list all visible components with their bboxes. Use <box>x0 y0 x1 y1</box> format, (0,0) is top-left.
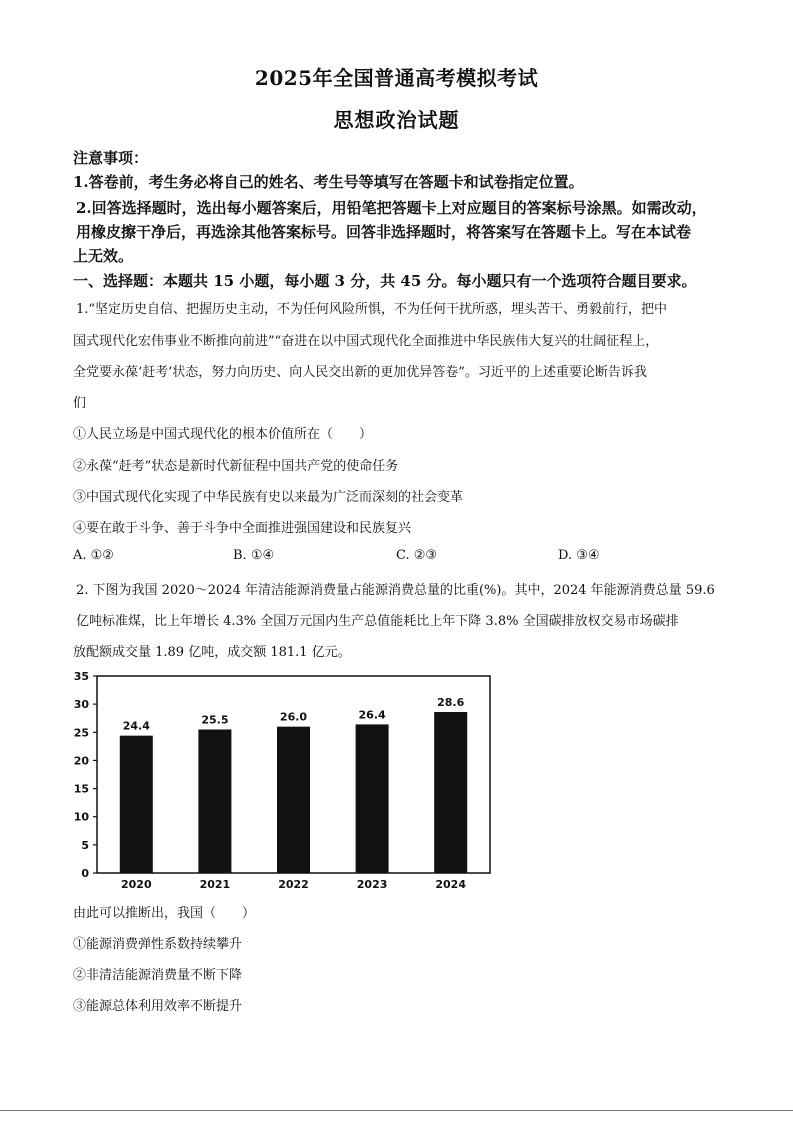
q1-stem-line-2: 国式现代化宏伟事业不断推向前进”“奋进在以中国式现代化全面推进中华民族伟大复兴的壮阔征程上， <box>73 334 659 349</box>
q2-item-1: ①能源消费弹性系数持续攀升 <box>73 937 243 952</box>
clean-energy-share-bar-chart <box>65 664 495 892</box>
bar-value-label: 28.6 <box>437 696 465 710</box>
q1-option-c: C. ②③ <box>396 548 438 563</box>
y-tick-label: 5 <box>81 838 89 852</box>
notice-item-1: 1.答卷前，考生务必将自己的姓名、考生号等填写在答题卡和试卷指定位置。 <box>73 173 584 191</box>
q2-stem-line-3: 放配额成交量 1.89 亿吨，成交额 181.1 亿元。 <box>73 645 351 660</box>
notice-item-2-line-1: 2.回答选择题时，选出每小题答案后，用铅笔把答题卡上对应题目的答案标号涂黑。如需改动， <box>76 199 707 217</box>
q2-item-3: ③能源总体利用效率不断提升 <box>73 999 243 1014</box>
bar-value-label: 25.5 <box>201 713 229 727</box>
y-tick-label: 35 <box>73 670 89 683</box>
q1-item-1: ①人民立场是中国式现代化的根本价值所在（ ） <box>73 427 373 442</box>
q1-option-b: B. ①④ <box>233 548 275 563</box>
y-tick-label: 20 <box>73 754 89 768</box>
notice-heading: 注意事项： <box>73 149 149 167</box>
q1-option-d: D. ③④ <box>558 548 600 563</box>
exam-title: 2025年全国普通高考模拟考试 <box>254 66 539 90</box>
y-tick-label: 30 <box>73 698 89 712</box>
q1-item-3: ③中国式现代化实现了中华民族有史以来最为广泛而深刻的社会变革 <box>73 490 464 505</box>
page-bottom-rule <box>0 1110 793 1111</box>
y-tick-label: 15 <box>73 782 89 796</box>
y-tick-label: 25 <box>73 726 89 740</box>
q2-item-2: ②非清洁能源消费量不断下降 <box>73 968 243 983</box>
x-category-label: 2024 <box>435 878 467 891</box>
bar-2020 <box>120 736 153 873</box>
x-category-label: 2022 <box>278 878 309 891</box>
bar-2022 <box>277 727 310 873</box>
bar-value-label: 26.4 <box>358 708 386 722</box>
q1-stem-line-3: 全党要永葆‘赶考’状态，努力向历史、向人民交出新的更加优异答卷”。习近平的上述重要论断告诉我 <box>73 365 647 380</box>
x-category-label: 2021 <box>199 878 231 891</box>
bar-2024 <box>434 712 467 873</box>
q1-item-4: ④要在敢于斗争、善于斗争中全面推进强国建设和民族复兴 <box>73 521 412 536</box>
exam-subtitle: 思想政治试题 <box>333 108 460 132</box>
notice-item-2-line-2: 用橡皮擦干净后，再选涂其他答案标号。回答非选择题时，将答案写在答题卡上。写在本试卷 <box>76 223 692 241</box>
bar-2023 <box>356 724 389 873</box>
q1-item-2: ②永葆“赶考”状态是新时代新征程中国共产党的使命任务 <box>73 459 399 474</box>
section-heading: 一、选择题：本题共 15 小题，每小题 3 分，共 45 分。每小题只有一个选项符合题目要求。 <box>73 272 697 290</box>
q1-stem-line-1: 1.“坚定历史自信、把握历史主动，不为任何风险所惧，不为任何干扰所惑，埋头苦干、勇毅前行，把中 <box>76 302 668 317</box>
q2-stem-line-1: 2. 下图为我国 2020～2024 年清洁能源消费量占能源消费总量的比重(%)。其中，2024 年能源消费总量 59.6 <box>76 583 715 598</box>
y-tick-label: 10 <box>73 810 89 824</box>
q2-after-chart: 由此可以推断出，我国（ ） <box>73 906 256 921</box>
y-tick-label: 0 <box>81 867 89 880</box>
q1-option-a: A. ①② <box>73 548 114 563</box>
notice-item-2-line-3: 上无效。 <box>73 247 134 265</box>
x-category-label: 2020 <box>120 878 152 891</box>
x-category-label: 2023 <box>356 878 388 891</box>
bar-value-label: 26.0 <box>279 710 308 724</box>
bar-2021 <box>198 729 231 873</box>
q2-stem-line-2: 亿吨标准煤，比上年增长 4.3% 全国万元国内生产总值能耗比上年下降 3.8% 全国碳排放权交易市场碳排 <box>76 614 679 629</box>
bar-value-label: 24.4 <box>122 719 150 733</box>
q1-stem-line-4: 们 <box>73 396 87 411</box>
